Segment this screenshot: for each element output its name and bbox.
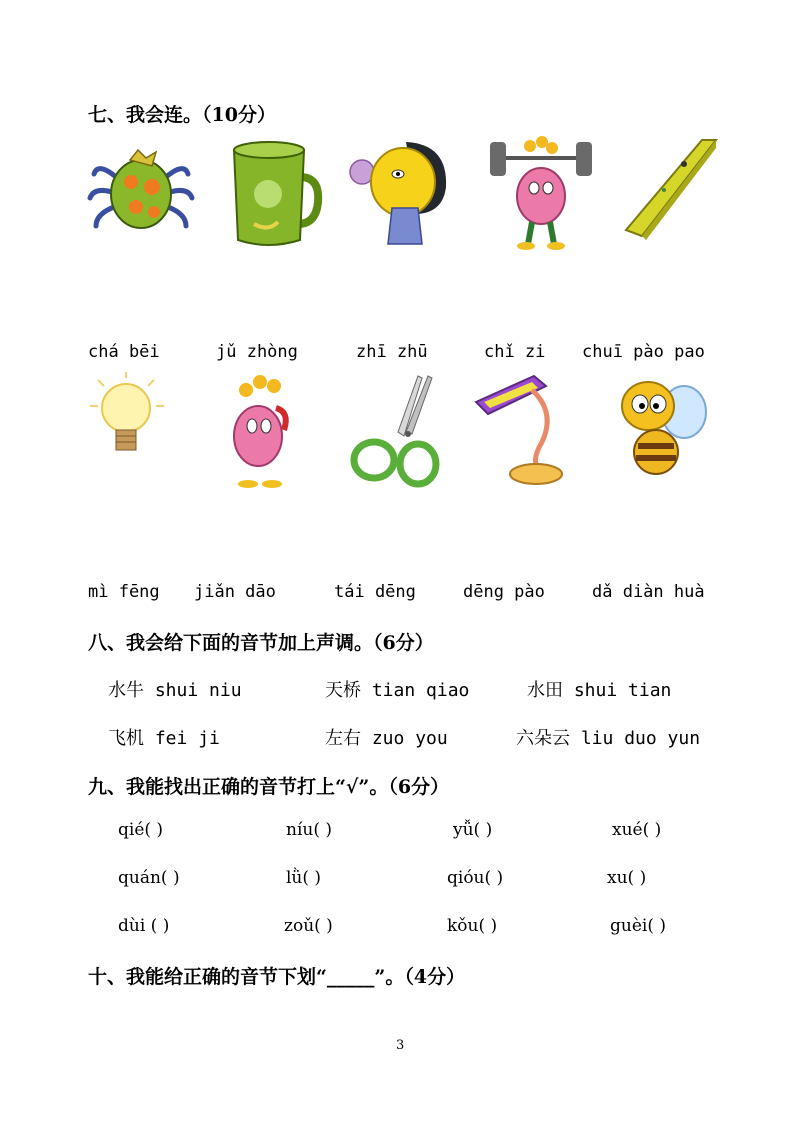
pinyin-jian-dao: jiǎn dāo bbox=[194, 582, 276, 602]
telephone-character-icon bbox=[220, 372, 330, 492]
pinyin-tai-deng: tái dēng bbox=[334, 582, 416, 602]
desk-lamp-icon bbox=[470, 372, 580, 492]
cup-icon bbox=[220, 132, 330, 252]
s9-item: xu( ) bbox=[607, 868, 647, 888]
section-9-title: 九、我能找出正确的音节打上“√”。（6分） bbox=[88, 776, 450, 798]
s8-item-liu-duo-yun: 六朵云 liu duo yun bbox=[516, 728, 701, 749]
pinyin-da-dian-hua: dǎ diàn huà bbox=[592, 582, 705, 602]
scissors-icon bbox=[348, 372, 458, 492]
s9-item: qióu( ) bbox=[447, 868, 504, 888]
weightlifter-icon bbox=[486, 132, 596, 252]
s9-item: xué( ) bbox=[612, 820, 662, 840]
s8-item-fei-ji: 飞机 fei ji bbox=[108, 728, 220, 749]
pinyin-deng-pao: dēng pào bbox=[463, 582, 545, 602]
section-7-title: 七、我会连。（10分） bbox=[88, 104, 276, 126]
s9-item: qié( ) bbox=[118, 820, 164, 840]
s9-item: yǚ( ) bbox=[453, 820, 493, 840]
s8-item-tian-qiao: 天桥 tian qiao bbox=[325, 680, 470, 701]
s9-item: kǒu( ) bbox=[447, 916, 498, 936]
pinyin-ju-zhong: jǔ zhòng bbox=[216, 342, 298, 362]
pinyin-chi-zi: chǐ zi bbox=[484, 342, 546, 362]
s8-item-shui-tian: 水田 shui tian bbox=[527, 680, 672, 701]
s9-item: lǜ( ) bbox=[286, 868, 322, 888]
ruler-icon bbox=[624, 132, 734, 252]
s9-item: níu( ) bbox=[286, 820, 333, 840]
s9-item: quán( ) bbox=[118, 868, 180, 888]
s8-item-zuo-you: 左右 zuo you bbox=[325, 728, 448, 749]
s9-item: guèi( ) bbox=[610, 916, 666, 936]
s9-item: dùi ( ) bbox=[118, 916, 170, 936]
lightbulb-icon bbox=[86, 372, 196, 492]
spider-icon bbox=[86, 132, 196, 252]
bee-icon bbox=[604, 372, 714, 492]
blowing-bubble-icon bbox=[348, 132, 458, 252]
page-number: 3 bbox=[396, 1038, 405, 1053]
pinyin-mi-feng: mì fēng bbox=[88, 582, 160, 602]
pinyin-zhi-zhu: zhī zhū bbox=[356, 342, 428, 362]
s8-item-shui-niu: 水牛 shui niu bbox=[108, 680, 242, 701]
s9-item: zoǔ( ) bbox=[284, 916, 333, 936]
section-10-title: 十、我能给正确的音节下划“_____”。（4分） bbox=[88, 966, 466, 988]
pinyin-chui-pao-pao: chuī pào pao bbox=[582, 342, 705, 362]
section-8-title: 八、我会给下面的音节加上声调。（6分） bbox=[88, 632, 434, 654]
pinyin-cha-bei: chá bēi bbox=[88, 342, 160, 362]
